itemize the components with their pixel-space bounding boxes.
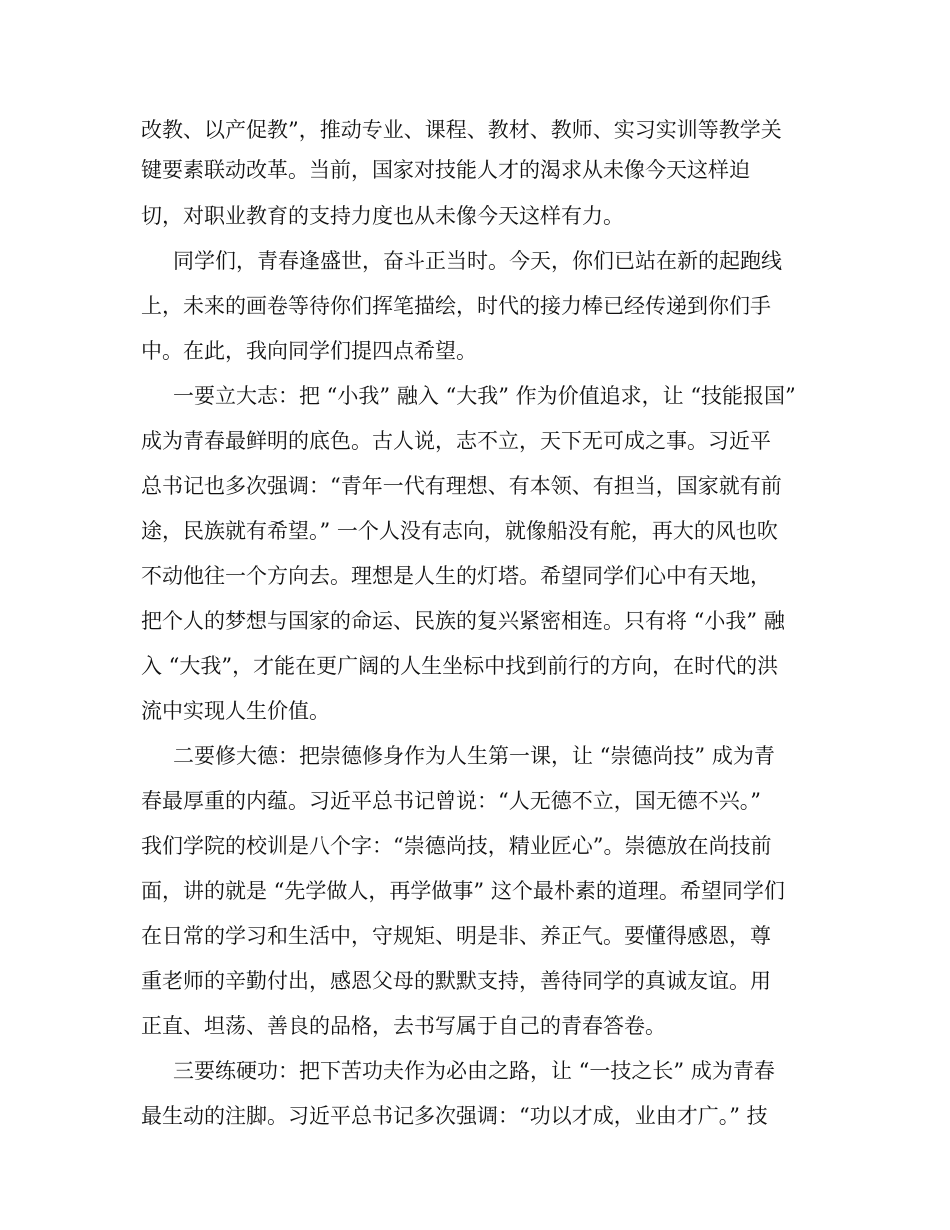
text-line: 中。在此，我向同学们提四点希望。 (141, 339, 477, 363)
text-line: 在日常的学习和生活中，守规矩、明是非、养正气。要懂得感恩，尊 (141, 924, 771, 948)
text-line: 重老师的辛勤付出，感恩父母的默默支持，善待同学的真诚友谊。用 (141, 969, 771, 993)
text-line: 三要练硬功：把下苦功夫作为必由之路，让 “一技之长” 成为青春 (173, 1059, 775, 1083)
text-line: 键要素联动改革。当前，国家对技能人才的渴求从未像今天这样迫 (141, 158, 750, 182)
text-line: 一要立大志：把 “小我” 融入 “大我” 作为价值追求，让 “技能报国” (173, 384, 796, 408)
text-line: 把个人的梦想与国家的命运、民族的复兴紧密相连。只有将 “小我” 融 (141, 609, 785, 633)
text-line: 入 “大我”，才能在更广阔的人生坐标中找到前行的方向，在时代的洪 (141, 654, 779, 678)
text-line: 面，讲的就是 “先学做人，再学做事” 这个最朴素的道理。希望同学们 (141, 879, 785, 903)
text-line: 总书记也多次强调：“青年一代有理想、有本领、有担当，国家就有前 (141, 474, 782, 498)
text-line: 切，对职业教育的支持力度也从未像今天这样有力。 (141, 204, 624, 228)
text-line: 改教、以产促教”，推动专业、课程、教材、教师、实习实训等教学关 (141, 118, 782, 142)
text-line: 成为青春最鲜明的底色。古人说，志不立，天下无可成之事。习近平 (141, 429, 771, 453)
text-line: 我们学院的校训是八个字：“崇德尚技，精业匠心”。崇德放在尚技前 (141, 834, 772, 858)
text-line: 上，未来的画卷等待你们挥笔描绘，时代的接力棒已经传递到你们手 (141, 294, 771, 318)
text-line: 流中实现人生价值。 (141, 699, 330, 723)
text-line: 正直、坦荡、善良的品格，去书写属于自己的青春答卷。 (141, 1014, 666, 1038)
text-line: 二要修大德：把崇德修身作为人生第一课，让 “崇德尚技” 成为青 (173, 744, 775, 768)
text-line: 最生动的注脚。习近平总书记多次强调：“功以才成，业由才广。” 技 (141, 1104, 768, 1128)
text-line: 不动他往一个方向去。理想是人生的灯塔。希望同学们心中有天地， (141, 564, 771, 588)
text-line: 途，民族就有希望。” 一个人没有志向，就像船没有舵，再大的风也吹 (141, 519, 778, 543)
text-line: 春最厚重的内蕴。习近平总书记曾说：“人无德不立，国无德不兴。” (141, 789, 761, 813)
text-line: 同学们，青春逢盛世，奋斗正当时。今天，你们已站在新的起跑线 (173, 249, 782, 273)
